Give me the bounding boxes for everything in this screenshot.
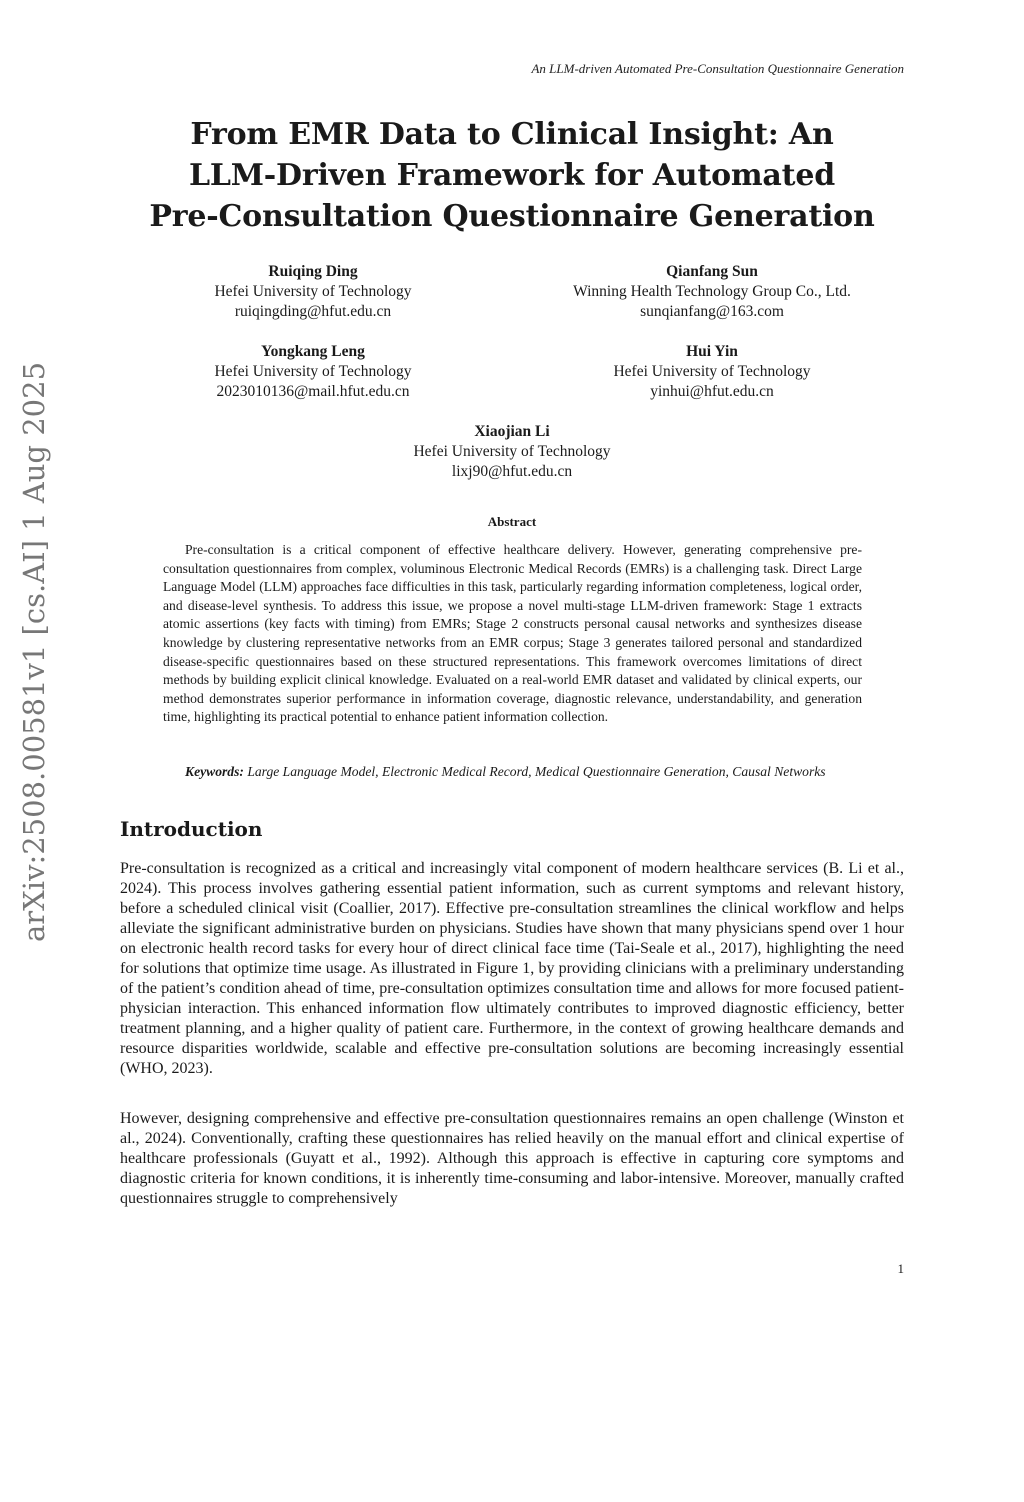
author-block: [362, 422, 662, 482]
author-email[interactable]: lixj90@hfut.edu.cn: [451, 463, 573, 480]
paper-title: [120, 114, 904, 237]
author-email[interactable]: 2023010136@mail.hfut.edu.cn: [216, 383, 410, 400]
abstract-heading: Abstract: [487, 514, 537, 529]
arxiv-identifier[interactable]: arXiv:2508.00581v1 [cs.AI] 1 Aug 2025: [17, 361, 51, 942]
author-affiliation: Hefei University of Technology: [214, 283, 412, 300]
author-name: Ruiqing Ding: [268, 263, 358, 280]
author-email[interactable]: ruiqingding@hfut.edu.cn: [234, 303, 392, 320]
author-name: Hui Yin: [686, 343, 738, 360]
title-line: From EMR Data to Clinical Insight: An: [190, 117, 834, 152]
section-heading: Introduction: [120, 817, 263, 841]
running-header: An LLM-driven Automated Pre-Consultation Questionnaire Generation: [531, 61, 904, 76]
author-email[interactable]: sunqianfang@163.com: [640, 303, 784, 320]
author-email[interactable]: yinhui@hfut.edu.cn: [650, 383, 774, 400]
keywords-text: Large Language Model, Electronic Medical Record, Medical Questionnaire Generation, Causal Networks: [247, 764, 826, 779]
author-block: [522, 262, 902, 322]
author-affiliation: Hefei University of Technology: [613, 363, 811, 380]
title-line: LLM-Driven Framework for Automated: [189, 158, 835, 193]
author-block: [168, 342, 458, 402]
author-name: Yongkang Leng: [261, 343, 365, 360]
keywords: [163, 763, 862, 782]
arxiv-sidebar: [14, 361, 54, 1502]
page-number: 1: [897, 1261, 904, 1276]
author-affiliation: Hefei University of Technology: [413, 443, 611, 460]
abstract-text: Pre-consultation is a critical component of effective healthcare delivery. However, generating comprehensive pre-consultation questionnaires from complex, voluminous Electronic Medical Records (EMRs) is a challenging task. Direct Large Language Model (LLM) approaches face difficulties in this task, particularly regarding information completeness, logical order, and disease-level synthesis. To address this issue, we propose a novel multi-stage LLM-driven framework: Stage 1 extracts atomic assertions (key facts with timing) from EMRs; Stage 2 constructs personal causal networks and synthesizes disease knowledge by clustering representative networks from an EMR corpus; Stage 3 generates tailored personal and standardized disease-specific questionnaires based on these structured representations. This framework overcomes limitations of direct methods by building explicit clinical knowledge. Evaluated on a real-world EMR dataset and validated by clinical experts, our method demonstrates superior performance in information coverage, diagnostic relevance, understandability, and generation time, highlighting its practical potential to enhance patient information collection.: [163, 542, 862, 725]
author-block: [168, 262, 458, 322]
body-paragraph: Pre-consultation is recognized as a critical and increasingly vital component of modern healthcare services (B. Li et al., 2024). This process involves gathering essential patient information, such as current symptoms and relevant history, before a scheduled clinical visit (Coallier, 2017). Effective pre-consultation streamlines the clinical workflow and helps alleviate the significant administrative burden on physicians. Studies have shown that many physicians spend over 1 hour on electronic health record tasks for every hour of direct clinical face time (Tai-Seale et al., 2017), highlighting the need for solutions that optimize time usage. As illustrated in Figure 1, by providing clinicians with a preliminary understanding of the patient’s condition ahead of time, pre-consultation optimizes consultation time and allows for more focused patient-physician interaction. This enhanced information flow ultimately contributes to improved diagnostic efficiency, better treatment planning, and a higher quality of patient care. Furthermore, in the context of growing healthcare demands and resource disparities worldwide, scalable and effective pre-consultation solutions are becoming increasingly essential (WHO, 2023).: [120, 860, 904, 1077]
author-affiliation: Winning Health Technology Group Co., Ltd.: [573, 283, 851, 300]
author-name: Qianfang Sun: [666, 263, 758, 280]
title-line: Pre-Consultation Questionnaire Generation: [149, 199, 875, 234]
body-paragraph: However, designing comprehensive and effective pre-consultation questionnaires remains an open challenge (Winston et al., 2024). Conventionally, crafting these questionnaires has relied heavily on the manual effort and clinical expertise of healthcare professionals (Guyatt et al., 1992). Although this approach is effective in capturing core symptoms and diagnostic criteria for known conditions, it is inherently time-consuming and labor-intensive. Moreover, manually crafted questionnaires struggle to comprehensively: [120, 1110, 904, 1207]
author-affiliation: Hefei University of Technology: [214, 363, 412, 380]
author-name: Xiaojian Li: [474, 423, 550, 440]
author-block: [562, 342, 862, 402]
keywords-label: Keywords:: [185, 764, 244, 779]
